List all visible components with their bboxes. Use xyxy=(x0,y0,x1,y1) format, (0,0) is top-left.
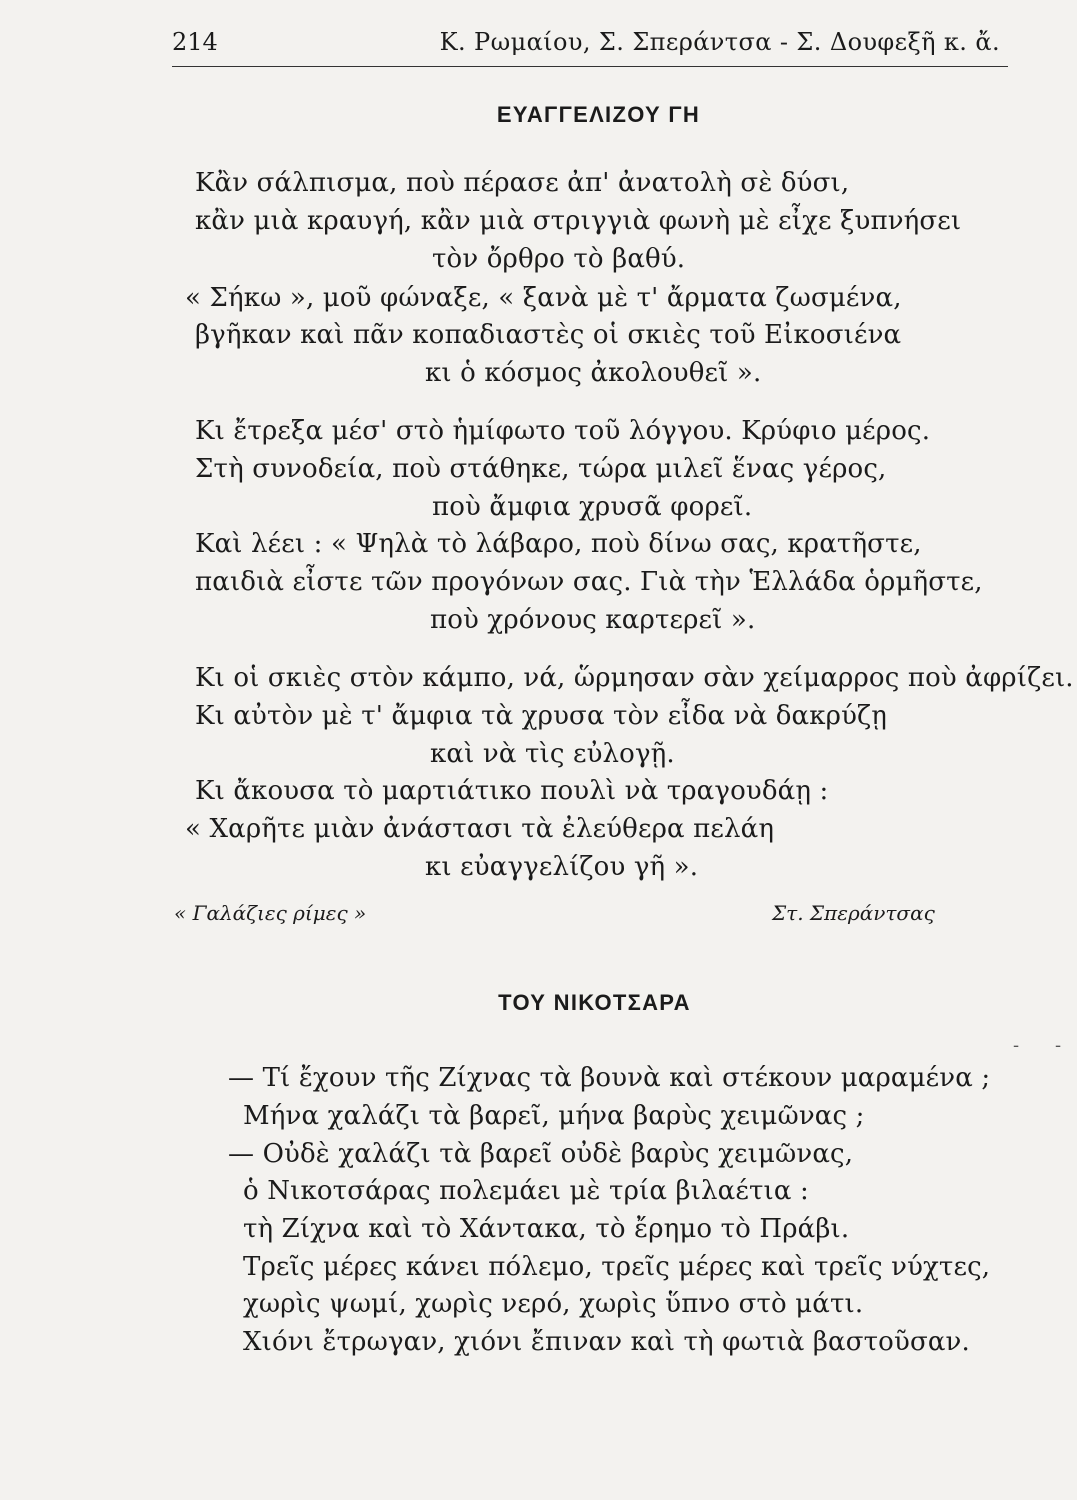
verse-line: — Τί ἔχουν τῆς Ζίχνας τὰ βουνὰ καὶ στέκουν μαραμένα ; xyxy=(228,1063,991,1093)
verse-line: Μήνα χαλάζι τὰ βαρεῖ, μήνα βαρὺς χειμῶνας ; xyxy=(243,1101,865,1131)
verse-line: κι ὁ κόσμος ἀκολουθεῖ ». xyxy=(425,358,762,388)
poem-title-evangelizou-gi: ΕΥΑΓΓΕΛΙΖΟΥ ΓΗ xyxy=(496,102,701,127)
poem-source: « Γαλάζιες ρίμες » xyxy=(174,901,367,925)
verse-line: Κι αὐτὸν μὲ τ' ἄμφια τὰ χρυσα τὸν εἶδα νὰ δακρύζῃ xyxy=(195,701,888,731)
verse-line: Τρεῖς μέρες κάνει πόλεμο, τρεῖς μέρες καὶ τρεῖς νύχτες, xyxy=(243,1252,991,1282)
verse-line: ὁ Νικοτσάρας πολεμάει μὲ τρία βιλαέτια : xyxy=(243,1176,809,1206)
verse-line: Κἂν σάλπισμα, ποὺ πέρασε ἀπ' ἀνατολὴ σὲ δύσι, xyxy=(195,168,850,198)
page-header xyxy=(172,24,1008,67)
verse-line: κἂν μιὰ κραυγή, κἂν μιὰ στριγγιὰ φωνὴ μὲ εἶχε ξυπνήσει xyxy=(195,206,962,236)
verse-line: τὴ Ζίχνα καὶ τὸ Χάντακα, τὸ ἔρημο τὸ Πράβι. xyxy=(243,1214,850,1244)
running-head: Κ. Ρωμαίου, Σ. Σπεράντσα - Σ. Δουφεξῆ κ. ἄ. xyxy=(439,28,1000,56)
verse-line: « Σήκω », μοῦ φώναξε, « ξανὰ μὲ τ' ἄρματα ζωσμένα, xyxy=(185,283,902,313)
verse-line: ποὺ χρόνους καρτερεῖ ». xyxy=(430,605,756,635)
page-number: 214 xyxy=(172,28,218,56)
verse-line: παιδιὰ εἶστε τῶν προγόνων σας. Γιὰ τὴν Ἑλλάδα ὁρμῆστε, xyxy=(195,567,983,597)
verse-line: Κι οἱ σκιὲς στὸν κάμπο, νά, ὥρμησαν σὰν χείμαρρος ποὺ ἀφρίζει. xyxy=(195,663,1074,693)
verse-line: Κι ἄκουσα τὸ μαρτιάτικο πουλὶ νὰ τραγουδάῃ : xyxy=(195,776,829,806)
verse-line: Καὶ λέει : « Ψηλὰ τὸ λάβαρο, ποὺ δίνω σας, κρατῆστε, xyxy=(195,529,922,559)
poem-title-tou-nikotsara: ΤΟΥ ΝΙΚΟΤΣΑΡΑ xyxy=(498,990,691,1015)
verse-line: — Οὐδὲ χαλάζι τὰ βαρεῖ οὐδὲ βαρὺς χειμῶνας, xyxy=(228,1139,854,1169)
verse-line: ποὺ ἄμφια χρυσᾶ φορεῖ. xyxy=(432,492,753,522)
margin-mark: - xyxy=(1013,1035,1020,1056)
margin-mark: - xyxy=(1055,1035,1062,1056)
verse-line: χωρὶς ψωμί, χωρὶς νερό, χωρὶς ὕπνο στὸ μάτι. xyxy=(243,1289,864,1319)
verse-line: βγῆκαν καὶ πᾶν κοπαδιαστὲς οἱ σκιὲς τοῦ Εἰκοσιένα xyxy=(195,320,902,350)
verse-line: « Χαρῆτε μιὰν ἀνάστασι τὰ ἐλεύθερα πελάη xyxy=(185,814,775,844)
verse-line: Χιόνι ἔτρωγαν, χιόνι ἔπιναν καὶ τὴ φωτιὰ βαστοῦσαν. xyxy=(243,1327,970,1357)
verse-line: Στὴ συνοδεία, ποὺ στάθηκε, τώρα μιλεῖ ἕνας γέρος, xyxy=(195,454,887,484)
verse-line: κι εὐαγγελίζου γῆ ». xyxy=(425,852,699,882)
verse-line: Κι ἔτρεξα μέσ' στὸ ἡμίφωτο τοῦ λόγγου. Κρύφιο μέρος. xyxy=(195,416,931,446)
poem-author: Στ. Σπεράντσας xyxy=(772,901,935,925)
verse-line: καὶ νὰ τὶς εὐλογῇ. xyxy=(430,739,675,769)
verse-line: τὸν ὄρθρο τὸ βαθύ. xyxy=(432,244,686,274)
